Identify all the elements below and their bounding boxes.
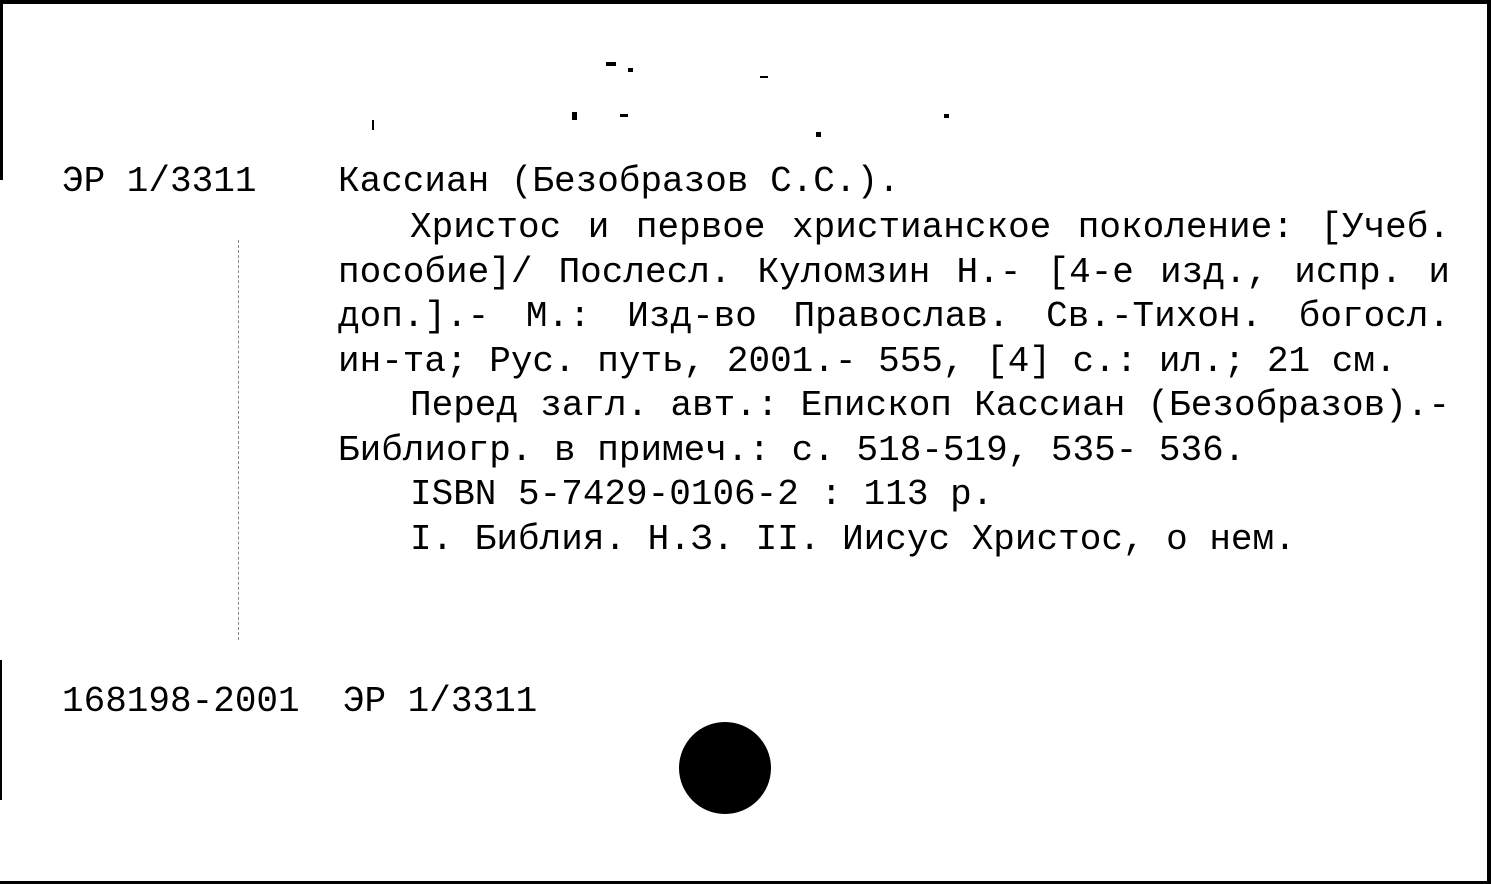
call-number: ЭР 1/3311 bbox=[62, 161, 257, 202]
scan-speck bbox=[760, 76, 768, 78]
author-note: Перед загл. авт.: Епископ Кассиан (Безобразов).- Библиогр. в примеч.: с. 518-519, 535- 536. bbox=[338, 385, 1450, 471]
scan-speck bbox=[620, 114, 628, 117]
punch-hole bbox=[679, 722, 771, 814]
scan-speck bbox=[606, 62, 616, 66]
scan-speck bbox=[944, 114, 949, 118]
scan-speck bbox=[816, 132, 821, 137]
subject-headings: I. Библия. Н.З. II. Иисус Христос, о нем. bbox=[410, 518, 1296, 560]
isbn-price: ISBN 5-7429-0106-2 : 113 р. bbox=[410, 474, 994, 515]
scan-speck bbox=[572, 112, 577, 120]
card-edge-top bbox=[0, 0, 1491, 4]
card-edge-left bbox=[0, 0, 3, 180]
scan-speck bbox=[372, 120, 374, 130]
accession-number: 168198-2001 ЭР 1/3311 bbox=[62, 681, 538, 722]
author-heading: Кассиан (Безобразов С.С.). bbox=[338, 161, 900, 202]
card-edge-right bbox=[1487, 0, 1491, 884]
bibliographic-description: Христос и первое христианское поколение: [Учеб. пособие]/ Послесл. Куломзин Н.- [4-е изд., испр. и доп.].- М.: Изд-во Православ. Св.-Тихон. богосл. ин-та; Рус. путь, 2001.- 555, [4] с.: ил.; 21 см. bbox=[338, 207, 1450, 382]
card-margin-rule bbox=[238, 240, 240, 640]
card-edge-left-lower bbox=[0, 660, 2, 800]
scan-speck bbox=[628, 68, 633, 72]
card-body bbox=[338, 206, 1450, 562]
